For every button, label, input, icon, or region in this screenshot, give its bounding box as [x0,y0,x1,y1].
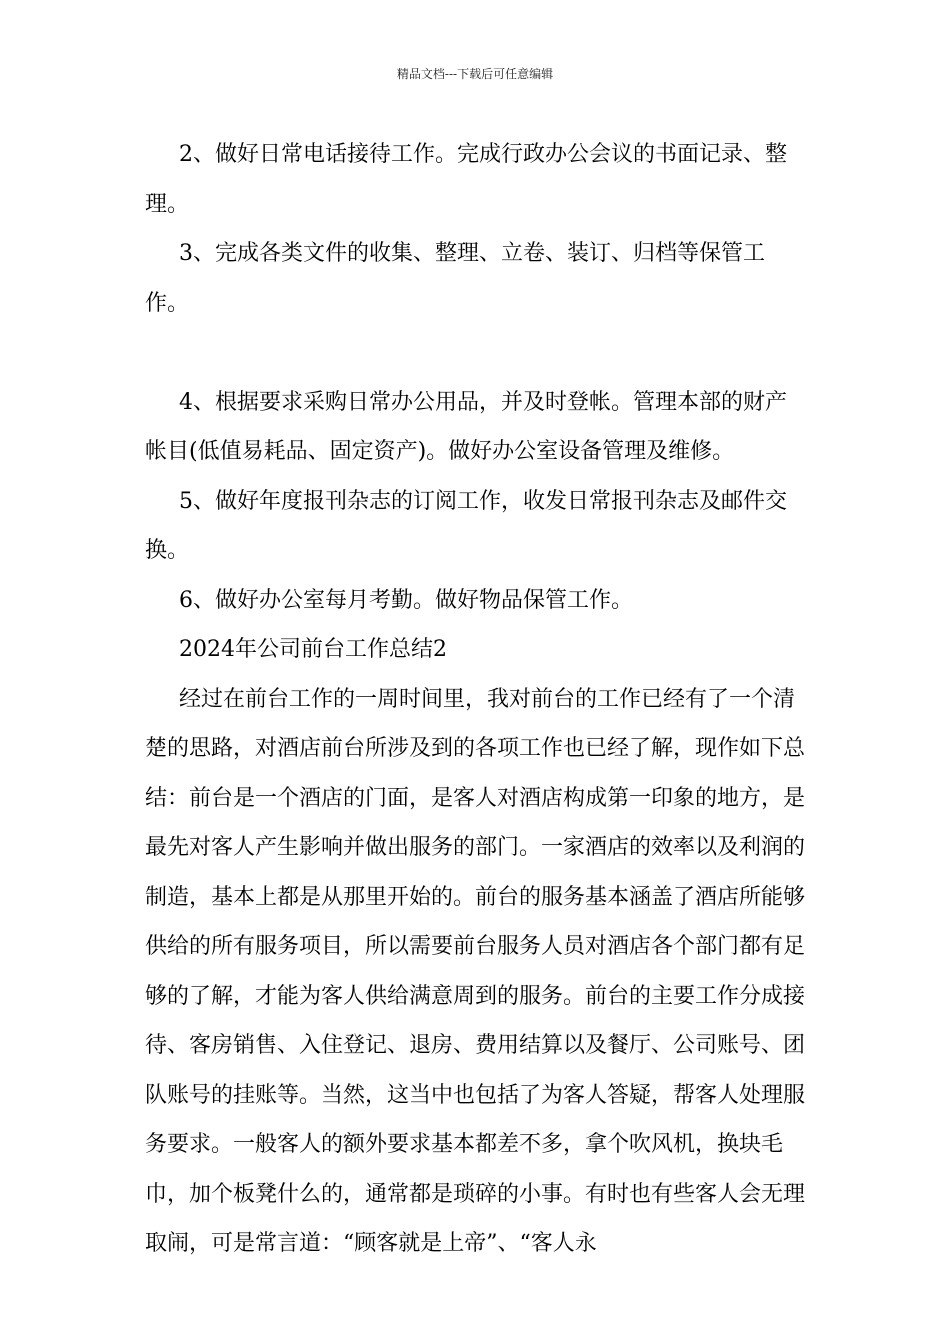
paragraph-item-2: 2、做好日常电话接待工作。完成行政办公会议的书面记录、整理。 [145,142,787,217]
paragraph-item-4: 4、根据要求采购日常办公用品，并及时登帐。管理本部的财产帐目(低值易耗品、固定资产)。做好办公室设备管理及维修。 [145,389,787,464]
paragraph-item-3: 3、完成各类文件的收集、整理、立卷、装订、归档等保管工作。 [145,241,765,316]
page-header: 精品文档---下载后可任意编辑 [396,67,554,81]
document-body [145,130,807,1269]
summary-paragraph: 经过在前台工作的一周时间里，我对前台的工作已经有了一个清楚的思路，对酒店前台所涉及到的各项工作也已经了解，现作如下总结：前台是一个酒店的门面，是客人对酒店构成第一印象的地方，是最先对客人产生影响并做出服务的部门。一家酒店的效率以及利润的制造，基本上都是从那里开始的。前台的服务基本涵盖了酒店所能够供给的所有服务项目，所以需要前台服务人员对酒店各个部门都有足够的了解，才能为客人供给满意周到的服务。前台的主要工作分成接待、客房销售、入住登记、退房、费用结算以及餐厅、公司账号、团队账号的挂账等。当然，这当中也包括了为客人答疑，帮客人处理服务要求。一般客人的额外要求基本都差不多，拿个吹风机，换块毛巾，加个板凳什么的，通常都是琐碎的小事。有时也有些客人会无理取闹，可是常言道：“顾客就是上帝”、“客人永 [145,686,806,1256]
paragraph-item-5: 5、做好年度报刊杂志的订阅工作，收发日常报刊杂志及邮件交换。 [145,488,787,563]
paragraph-item-6: 6、做好办公室每月考勤。做好物品保管工作。 [179,587,633,613]
section-title: 2024年公司前台工作总结2 [179,637,447,662]
